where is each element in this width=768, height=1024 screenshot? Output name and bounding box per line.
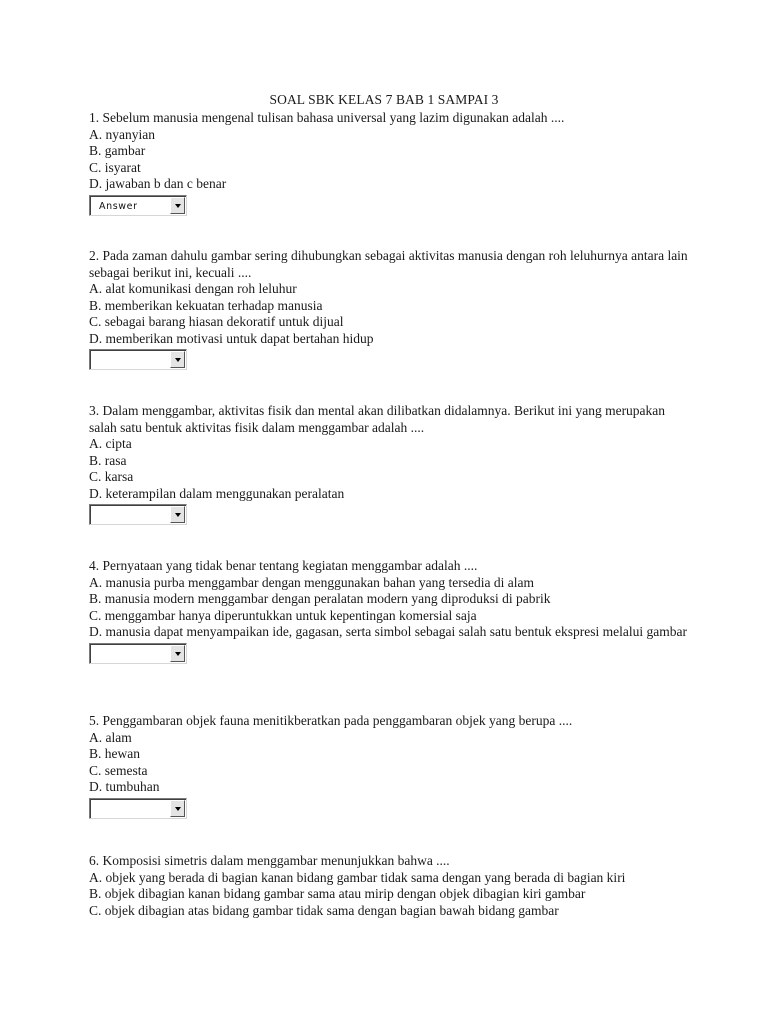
option-a: A. objek yang berada di bagian kanan bidang gambar tidak sama dengan yang berada di bagian kiri bbox=[89, 869, 626, 885]
option-d: D. keterampilan dalam menggunakan peralatan bbox=[89, 485, 345, 501]
option-c: C. karsa bbox=[89, 469, 134, 484]
option-b: B. rasa bbox=[89, 452, 127, 468]
option-b: B. gambar bbox=[89, 143, 146, 158]
question-6 bbox=[89, 853, 689, 919]
question-stem: 3. Dalam menggambar, aktivitas fisik dan mental akan dilibatkan didalamnya. Berikut ini yang merupakan salah satu bentuk aktivitas fisik dalam menggambar adalah .... bbox=[89, 403, 666, 435]
chevron-down-icon bbox=[175, 204, 181, 208]
answer-dropdown-value: Answer bbox=[99, 200, 138, 212]
option-c: C. semesta bbox=[89, 762, 148, 778]
chevron-down-icon bbox=[175, 807, 181, 811]
answer-dropdown[interactable] bbox=[89, 643, 187, 664]
answer-dropdown[interactable] bbox=[89, 504, 187, 525]
dropdown-button[interactable] bbox=[170, 351, 185, 368]
option-d: D. jawaban b dan c benar bbox=[89, 176, 227, 191]
option-c: C. menggambar hanya diperuntukkan untuk kepentingan komersial saja bbox=[89, 607, 477, 623]
dropdown-button[interactable] bbox=[170, 645, 185, 662]
question-stem: 6. Komposisi simetris dalam menggambar menunjukkan bahwa .... bbox=[89, 853, 450, 868]
option-c: C. sebagai barang hiasan dekoratif untuk dijual bbox=[89, 314, 344, 329]
dropdown-button[interactable] bbox=[170, 506, 185, 523]
option-d: D. memberikan motivasi untuk dapat bertahan hidup bbox=[89, 330, 374, 346]
page-title: SOAL SBK KELAS 7 BAB 1 SAMPAI 3 bbox=[269, 92, 499, 107]
question-stem: 5. Penggambaran objek fauna menitikberatkan pada penggambaran objek yang berupa .... bbox=[89, 713, 573, 728]
option-d: D. tumbuhan bbox=[89, 779, 160, 794]
option-b: B. manusia modern menggambar dengan peralatan modern yang diproduksi di pabrik bbox=[89, 591, 551, 606]
option-d: D. manusia dapat menyampaikan ide, gagasan, serta simbol sebagai salah satu bentuk ekspresi melalui gambar bbox=[89, 624, 687, 639]
dropdown-button[interactable] bbox=[170, 800, 185, 817]
question-4 bbox=[89, 558, 689, 664]
question-5 bbox=[89, 713, 689, 819]
option-a: A. alat komunikasi dengan roh leluhur bbox=[89, 281, 297, 296]
answer-dropdown[interactable] bbox=[89, 798, 187, 819]
chevron-down-icon bbox=[175, 652, 181, 656]
question-stem: 4. Pernyataan yang tidak benar tentang kegiatan menggambar adalah .... bbox=[89, 558, 478, 573]
option-a: A. manusia purba menggambar dengan menggunakan bahan yang tersedia di alam bbox=[89, 574, 534, 590]
dropdown-button[interactable] bbox=[170, 197, 185, 214]
option-a: A. cipta bbox=[89, 436, 132, 451]
question-3 bbox=[89, 403, 689, 525]
option-c: C. objek dibagian atas bidang gambar tidak sama dengan bagian bawah bidang gambar bbox=[89, 902, 559, 918]
option-b: B. hewan bbox=[89, 746, 140, 761]
question-2 bbox=[89, 248, 689, 370]
option-c: C. isyarat bbox=[89, 159, 141, 175]
answer-dropdown[interactable] bbox=[89, 349, 187, 370]
option-a: A. alam bbox=[89, 729, 132, 745]
question-1 bbox=[89, 110, 689, 216]
answer-dropdown[interactable] bbox=[89, 195, 187, 216]
question-stem: 2. Pada zaman dahulu gambar sering dihubungkan sebagai aktivitas manusia dengan roh leluhurnya antara lain sebagai berikut ini, kecuali .... bbox=[89, 248, 688, 280]
chevron-down-icon bbox=[175, 513, 181, 517]
chevron-down-icon bbox=[175, 358, 181, 362]
option-b: B. objek dibagian kanan bidang gambar sama atau mirip dengan objek dibagian kiri gambar bbox=[89, 886, 586, 901]
option-b: B. memberikan kekuatan terhadap manusia bbox=[89, 297, 323, 313]
question-stem: 1. Sebelum manusia mengenal tulisan bahasa universal yang lazim digunakan adalah .... bbox=[89, 110, 565, 125]
option-a: A. nyanyian bbox=[89, 126, 155, 142]
